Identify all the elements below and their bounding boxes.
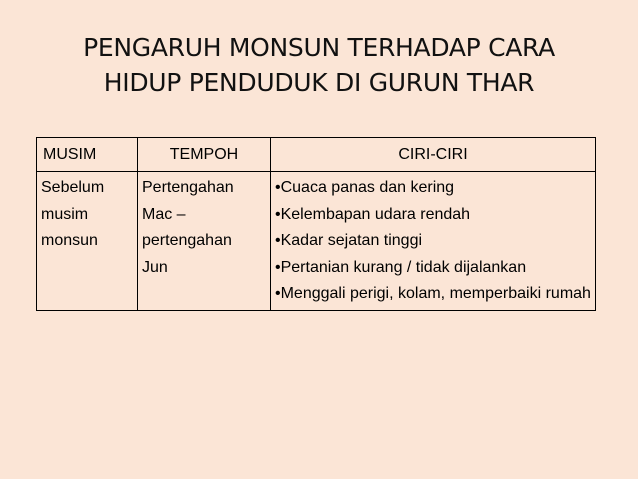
tempoh-line: Mac – (142, 205, 186, 223)
table-header-row (37, 138, 596, 172)
ciri-list (275, 175, 591, 308)
slide-title (0, 30, 638, 100)
header-musim: MUSIM (37, 138, 138, 172)
tempoh-line: Jun (142, 258, 168, 276)
header-ciri-ciri: CIRI-CIRI (271, 138, 596, 172)
monsoon-table (36, 137, 596, 311)
tempoh-line: Pertengahan (142, 179, 234, 196)
musim-line: Sebelum (41, 179, 105, 196)
list-item: •Cuaca panas dan kering (275, 179, 455, 196)
cell-tempoh (138, 172, 271, 311)
title-line-1: PENGARUH MONSUN TERHADAP CARA (83, 33, 555, 62)
cell-ciri-ciri (271, 172, 596, 311)
list-item: •Pertanian kurang / tidak dijalankan (275, 258, 527, 276)
musim-line: monsun (41, 232, 98, 249)
table-row (37, 172, 596, 311)
list-item: •Kelembapan udara rendah (275, 205, 471, 223)
header-tempoh: TEMPOH (138, 138, 271, 172)
cell-musim (37, 172, 138, 311)
tempoh-line: pertengahan (142, 232, 232, 249)
musim-line: musim (41, 205, 89, 223)
title-line-2: HIDUP PENDUDUK DI GURUN THAR (103, 68, 535, 97)
list-item: •Kadar sejatan tinggi (275, 232, 423, 249)
list-item: •Menggali perigi, kolam, memperbaiki rumah (275, 285, 591, 302)
